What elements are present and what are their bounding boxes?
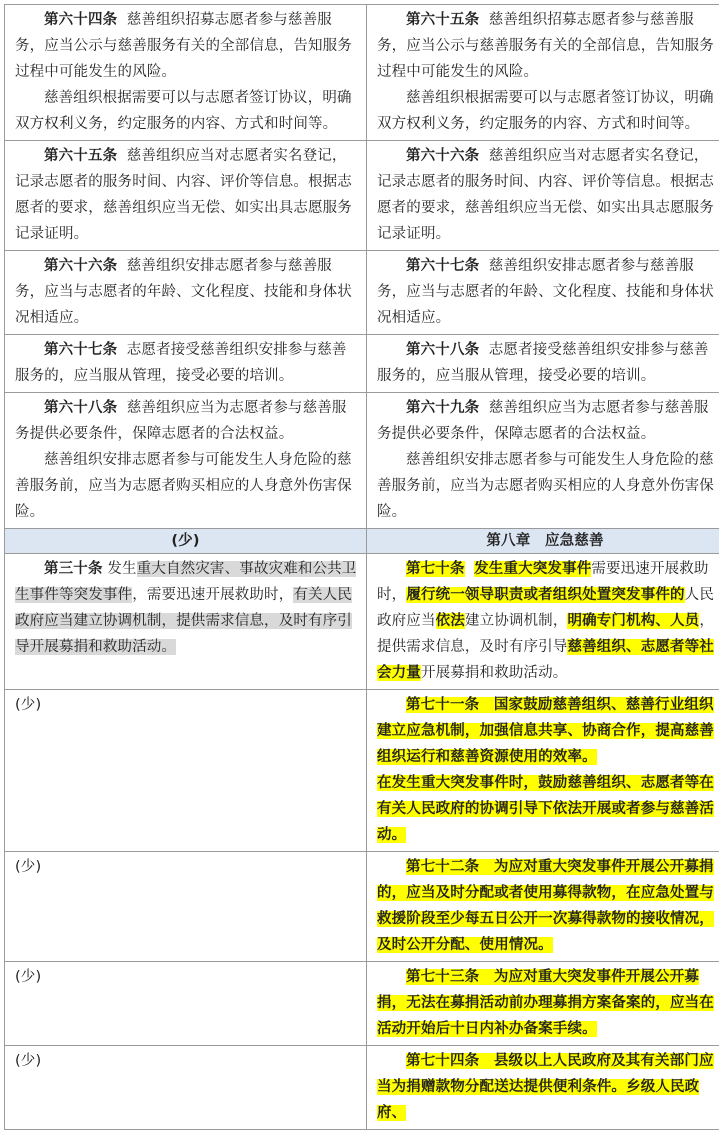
new-text-cell (367, 141, 719, 251)
article-number: 第六十六条 (406, 148, 479, 164)
text-segment: ，提供需求信息，及时有序引导 (377, 613, 714, 655)
article-text: 慈善组织招募志愿者参与慈善服务，应当公示与慈善服务有关的全部信息，告知服务过程中可能发生的风险。 (377, 12, 714, 80)
text-segment: 发生 (103, 561, 137, 577)
old-text-cell (5, 251, 367, 335)
old-text-cell (5, 962, 367, 1046)
article-text: 慈善组织安排志愿者参与慈善服务，应当与志愿者的年龄、文化程度、技能和身体状况相适应。 (377, 258, 714, 326)
article-paragraph: 慈善组织根据需要可以与志愿者签订协议，明确双方权利义务，约定服务的内容、方式和时间等。 (377, 85, 717, 137)
old-text-cell (5, 393, 367, 529)
article-text: 志愿者接受慈善组织安排参与慈善服务的，应当服从管理，接受必要的培训。 (377, 342, 709, 384)
new-text-cell (367, 251, 719, 335)
article-text: 慈善组织应当对志愿者实名登记，记录志愿者的服务时间、内容、评价等信息。根据志愿者的要求，慈善组织应当无偿、如实出具志愿服务记录证明。 (377, 148, 714, 242)
added-text: 国家鼓励慈善组织、慈善行业组织建立应急机制，加强信息共享、协商合作，提高慈善组织运行和慈善资源使用的效率。 (377, 697, 714, 765)
old-chapter-cell: (少) (5, 529, 367, 554)
old-text-cell (5, 690, 367, 852)
table-row (5, 393, 719, 529)
added-text: 为应对重大突发事件开展公开募捐的，应当及时分配或者使用募得款物，在应急处置与救援阶段至少每五日公开一次募得款物的接收情况，及时公开分配、使用情况。 (377, 859, 714, 953)
article-paragraph: 慈善组织根据需要可以与志愿者签订协议，明确双方权利义务，约定服务的内容、方式和时间等。 (15, 85, 360, 137)
article-text: 慈善组织应当为志愿者参与慈善服务提供必要条件，保障志愿者的合法权益。 (377, 400, 709, 442)
old-text-cell (5, 335, 367, 393)
text-segment: ，需要迅速开展救助时， (132, 587, 293, 603)
article-number: 第七十条 (406, 561, 465, 577)
missing-marker: (少) (15, 1048, 360, 1074)
table-row (5, 141, 719, 251)
new-text-cell (367, 5, 719, 141)
table-row (5, 690, 719, 852)
article-number: 第三十条 (44, 561, 103, 577)
missing-marker: (少) (15, 854, 360, 880)
article-text: 志愿者接受慈善组织安排参与慈善服务的，应当服从管理，接受必要的培训。 (15, 342, 347, 384)
text-segment: 建立协调机制， (465, 613, 568, 629)
new-text-cell (367, 852, 719, 962)
table-row (5, 1046, 719, 1130)
article-number: 第七十二条 (406, 859, 479, 875)
changed-text: 重大自然灾害、事故灾难和公共卫生事件等突发事件 (15, 561, 356, 603)
chapter-header-row (5, 529, 719, 554)
added-text: 在发生重大突发事件时，鼓励慈善组织、志愿者等在有关人民政府的协调引导下依法开展或者参与慈善活动。 (377, 775, 714, 843)
text-segment: 需要迅速开展救助时， (377, 561, 709, 603)
article-paragraph: 慈善组织安排志愿者参与可能发生人身危险的慈善服务前，应当为志愿者购买相应的人身意外伤害保险。 (15, 447, 360, 525)
added-text: 明确专门机构、人员 (567, 613, 699, 629)
new-text-cell (367, 335, 719, 393)
table-row (5, 962, 719, 1046)
new-text-cell (367, 962, 719, 1046)
table-row (5, 852, 719, 962)
new-text-cell (367, 1046, 719, 1130)
new-text-cell (367, 393, 719, 529)
missing-marker: (少) (15, 964, 360, 990)
article-number: 第六十五条 (44, 148, 117, 164)
added-text: 依法 (436, 613, 465, 629)
article-number: 第七十一条 (406, 697, 479, 713)
table-row (5, 5, 719, 141)
added-text: 县级以上人民政府及其有关部门应当为捐赠款物分配送达提供便利条件。乡级人民政府、 (377, 1053, 714, 1121)
added-text: 履行统一领导职责或者组织处置突发事件的 (406, 587, 684, 603)
text-segment: 人民政府应当 (377, 587, 714, 629)
article-number: 第七十三条 (406, 969, 479, 985)
table-row (5, 554, 719, 690)
table-row (5, 251, 719, 335)
new-text-cell (367, 554, 719, 690)
article-text: 慈善组织应当对志愿者实名登记，记录志愿者的服务时间、内容、评价等信息。根据志愿者的要求，慈善组织应当无偿、如实出具志愿服务记录证明。 (15, 148, 352, 242)
article-number: 第七十四条 (406, 1053, 479, 1069)
article-number: 第六十八条 (44, 400, 117, 416)
changed-text: 有关人民政府应当建立协调机制，提供需求信息，及时有序引导开展募捐和救助活动。 (15, 587, 352, 655)
missing-marker: (少) (15, 692, 360, 718)
article-number: 第六十八条 (406, 342, 479, 358)
added-text: 为应对重大突发事件开展公开募捐，无法在募捐活动前办理募捐方案备案的，应当在活动开始后十日内补办备案手续。 (377, 969, 714, 1037)
comparison-table (4, 4, 719, 1130)
article-number: 第六十五条 (406, 12, 479, 28)
text-segment: 开展募捐和救助活动。 (421, 665, 568, 681)
article-text: 慈善组织招募志愿者参与慈善服务，应当公示与慈善服务有关的全部信息，告知服务过程中可能发生的风险。 (15, 12, 352, 80)
added-text: 重大突发事件 (503, 561, 591, 577)
article-number: 第六十七条 (406, 258, 479, 274)
article-number: 第六十九条 (406, 400, 479, 416)
article-text: 慈善组织安排志愿者参与慈善服务，应当与志愿者的年龄、文化程度、技能和身体状况相适应。 (15, 258, 352, 326)
article-text: 慈善组织应当为志愿者参与慈善服务提供必要条件，保障志愿者的合法权益。 (15, 400, 347, 442)
article-paragraph: 慈善组织安排志愿者参与可能发生人身危险的慈善服务前，应当为志愿者购买相应的人身意外伤害保险。 (377, 447, 717, 525)
article-number: 第六十四条 (44, 12, 117, 28)
new-text-cell (367, 690, 719, 852)
old-text-cell (5, 852, 367, 962)
table-row (5, 335, 719, 393)
article-number: 第六十七条 (44, 342, 117, 358)
added-text: 慈善组织、志愿者等社会力量 (377, 639, 714, 681)
added-text: 发生 (474, 561, 503, 577)
new-chapter-cell: 第八章 应急慈善 (367, 529, 719, 554)
old-text-cell (5, 1046, 367, 1130)
article-number: 第六十六条 (44, 258, 117, 274)
old-text-cell (5, 554, 367, 690)
old-text-cell (5, 5, 367, 141)
old-text-cell (5, 141, 367, 251)
